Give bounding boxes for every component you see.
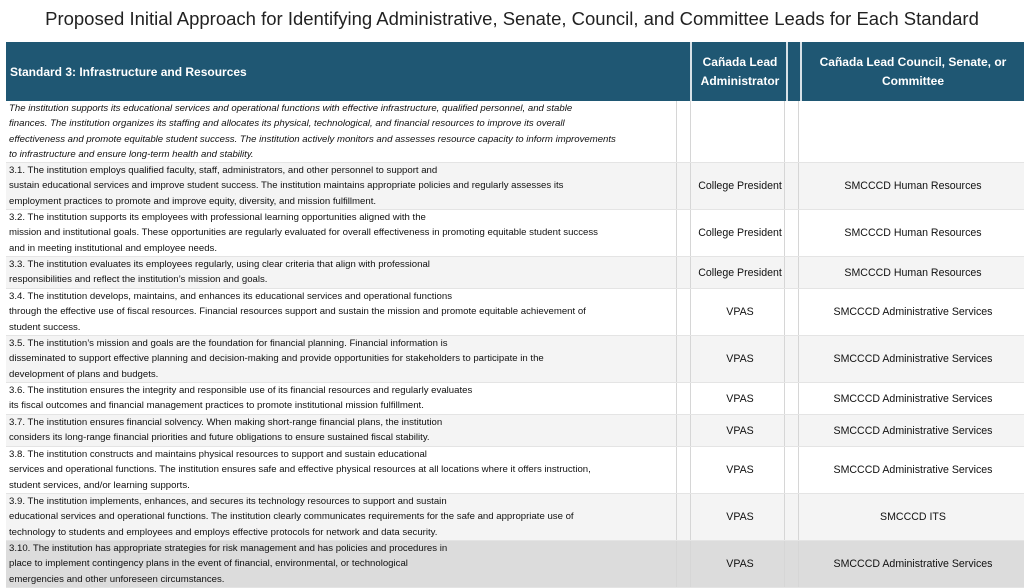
lead-administrator: College President bbox=[698, 180, 782, 192]
table-row-intro bbox=[6, 101, 1024, 163]
lead-committee: SMCCCD Administrative Services bbox=[833, 464, 993, 476]
lead-administrator: VPAS bbox=[726, 511, 754, 523]
table-row bbox=[6, 494, 1024, 541]
header-divider bbox=[786, 42, 788, 101]
lead-administrator: VPAS bbox=[726, 558, 754, 570]
lead-administrator: VPAS bbox=[726, 464, 754, 476]
standard-text: 3.1. The institution employs qualified faculty, staff, administrators, and other personnel to support and sustain educational services and improve student success. The institution maintains appropriate policies and regularly assesses its employment practices to promote and improve equity, diversity, and mission fulfillment. bbox=[9, 165, 564, 207]
standard-text: 3.3. The institution evaluates its employees regularly, using clear criteria that align with professional responsibilities and reflect the institution’s mission and goals. bbox=[9, 259, 430, 286]
table-row bbox=[6, 447, 1024, 494]
header-committee: Cañada Lead Council, Senate, or Committee bbox=[819, 54, 1007, 88]
table-row bbox=[6, 415, 1024, 447]
lead-administrator: College President bbox=[698, 227, 782, 239]
standard-text: 3.9. The institution implements, enhances, and secures its technology resources to support and sustain educational services and operational functions. The institution clearly communicates requirements for the safe and appropriate use of technology to students and employees and employs effective protocols for network and data security. bbox=[9, 496, 574, 538]
standard-text: 3.5. The institution’s mission and goals are the foundation for financial planning. Financial information is disseminated to support effective planning and decision-making and provide opportunities for stakeholders to participate in the development of plans and budgets. bbox=[9, 338, 544, 380]
table-row bbox=[6, 336, 1024, 383]
table-row bbox=[6, 210, 1024, 257]
table-row bbox=[6, 289, 1024, 336]
lead-administrator: VPAS bbox=[726, 353, 754, 365]
table-header bbox=[6, 42, 1024, 101]
table-row bbox=[6, 541, 1024, 588]
lead-administrator: VPAS bbox=[726, 306, 754, 318]
table-row bbox=[6, 383, 1024, 415]
table-row bbox=[6, 257, 1024, 289]
table-body bbox=[6, 101, 1024, 588]
standard-text: 3.10. The institution has appropriate strategies for risk management and has policies and procedures in place to implement contingency plans in the event of financial, environmental, or technological emergencies and other unforeseen circumstances. bbox=[9, 543, 448, 585]
lead-committee: SMCCCD Human Resources bbox=[844, 266, 982, 279]
header-standard: Standard 3: Infrastructure and Resources bbox=[10, 64, 247, 79]
lead-committee: SMCCCD Administrative Services bbox=[833, 392, 993, 405]
lead-administrator: VPAS bbox=[726, 424, 754, 437]
standard-text: 3.2. The institution supports its employees with professional learning opportunities aligned with the mission and institutional goals. These opportunities are regularly evaluated for overall effectiveness in promoting equitable student success and in meeting institutional and employee needs. bbox=[9, 212, 598, 254]
table-row bbox=[6, 163, 1024, 210]
standard-intro: The institution supports its educational services and operational functions with effective infrastructure, qualified personnel, and stable finances. The institution organizes its staffing and allocates its physical, technological, and financial resources to improve its overall effectiveness and promote equitable student success. The institution actively monitors and assesses resource capacity to inform improvements to infrastructure and ensure long-term health and stability. bbox=[9, 103, 616, 160]
lead-committee: SMCCCD Human Resources bbox=[844, 227, 982, 239]
standard-text: 3.8. The institution constructs and maintains physical resources to support and sustain educational services and operational functions. The institution ensures safe and effective physical resources at all locations where it offers instruction, student services, and/or learning supports. bbox=[9, 449, 591, 491]
lead-committee: SMCCCD Administrative Services bbox=[833, 424, 993, 437]
lead-administrator: VPAS bbox=[726, 392, 754, 405]
standard-text: 3.4. The institution develops, maintains, and enhances its educational services and operational functions through the effective use of fiscal resources. Financial resources support and sustain the mission and promote equitable achievement of student success. bbox=[9, 291, 586, 333]
lead-committee: SMCCCD ITS bbox=[880, 511, 946, 523]
page-title: Proposed Initial Approach for Identifying Administrative, Senate, Council, and Committee Leads for Each Standard bbox=[45, 8, 979, 29]
standard-text: 3.7. The institution ensures financial solvency. When making short-range financial plans, the institution considers its long-range financial priorities and future obligations to ensure sustained fiscal stability. bbox=[9, 417, 443, 444]
lead-committee: SMCCCD Administrative Services bbox=[833, 306, 993, 318]
lead-committee: SMCCCD Administrative Services bbox=[833, 558, 993, 570]
header-administrator: Cañada Lead Administrator bbox=[700, 54, 780, 88]
lead-committee: SMCCCD Human Resources bbox=[844, 180, 982, 192]
lead-administrator: College President bbox=[698, 266, 782, 279]
lead-committee: SMCCCD Administrative Services bbox=[833, 353, 993, 365]
standard-text: 3.6. The institution ensures the integrity and responsible use of its financial resources and regularly evaluates its fiscal outcomes and financial management practices to promote institutional mission fulfillment. bbox=[9, 385, 473, 412]
